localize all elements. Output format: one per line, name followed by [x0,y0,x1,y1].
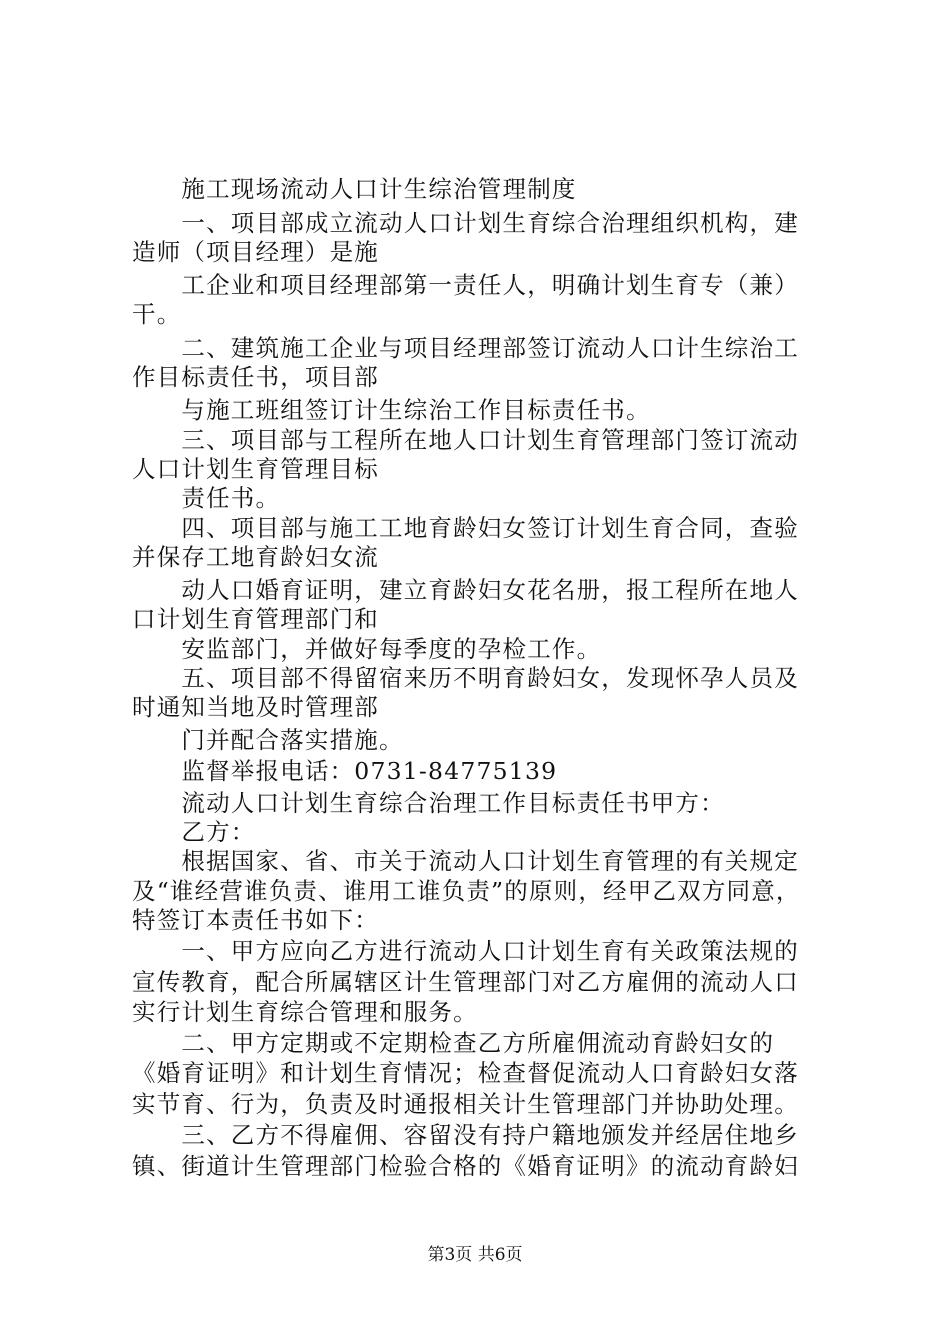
text-line: 宣传教育，配合所属辖区计生管理部门对乙方雇佣的流动人口 [132,968,799,996]
text-line: 四、项目部与施工工地育龄妇女签订计划生育合同，查验 [132,514,799,542]
text-line: 干。 [132,300,182,328]
text-line: 监督举报电话：0731-84775139 [132,757,558,785]
text-line: 三、项目部与工程所在地人口计划生育管理部门签订流动 [132,426,799,454]
text-line: 人口计划生育管理目标 [132,455,379,483]
text-line: 二、建筑施工企业与项目经理部签订流动人口计生综治工 [132,334,799,362]
text-line: 特签订本责任书如下： [132,906,379,934]
text-line: 二、甲方定期或不定期检查乙方所雇佣流动育龄妇女的 [132,1029,775,1057]
text-line: 时通知当地及时管理部 [132,693,379,721]
text-line: 乙方： [132,818,256,846]
text-line: 造师（项目经理）是施 [132,238,379,266]
text-line: 及“谁经营谁负责、谁用工谁负责”的原则，经甲乙双方同意， [132,877,801,905]
text-line: 动人口婚育证明，建立育龄妇女花名册，报工程所在地人 [132,576,799,604]
text-line: 安监部门，并做好每季度的孕检工作。 [132,635,602,663]
text-line: 三、乙方不得雇佣、容留没有持户籍地颁发并经居住地乡 [132,1121,799,1149]
text-line: 与施工班组签订计生综治工作目标责任书。 [132,396,651,424]
text-line: 施工现场流动人口计生综治管理制度 [132,175,577,203]
text-line: 根据国家、省、市关于流动人口计划生育管理的有关规定 [132,847,799,875]
text-line: 五、项目部不得留宿来历不明育龄妇女，发现怀孕人员及 [132,664,799,692]
text-line: 门并配合落实措施。 [132,726,404,754]
text-line: 作目标责任书，项目部 [132,363,379,391]
page-number: 第3页 共6页 [427,1245,523,1265]
text-line: 流动人口计划生育综合治理工作目标责任书甲方： [132,789,725,817]
text-line: 《婚育证明》和计划生育情况；检查督促流动人口育龄妇女落 [132,1059,799,1087]
text-line: 并保存工地育龄妇女流 [132,543,379,571]
text-line: 一、项目部成立流动人口计划生育综合治理组织机构，建 [132,209,799,237]
text-line: 一、甲方应向乙方进行流动人口计划生育有关政策法规的 [132,937,799,965]
text-line: 镇、街道计生管理部门检验合格的《婚育证明》的流动育龄妇 [132,1152,799,1180]
text-line: 责任书。 [132,484,281,512]
text-line: 实行计划生育综合管理和服务。 [132,998,478,1026]
text-line: 实节育、行为，负责及时通报相关计生管理部门并协助处理。 [132,1090,799,1118]
text-line: 工企业和项目经理部第一责任人，明确计划生育专（兼） [132,271,799,299]
text-line: 口计划生育管理部门和 [132,605,379,633]
